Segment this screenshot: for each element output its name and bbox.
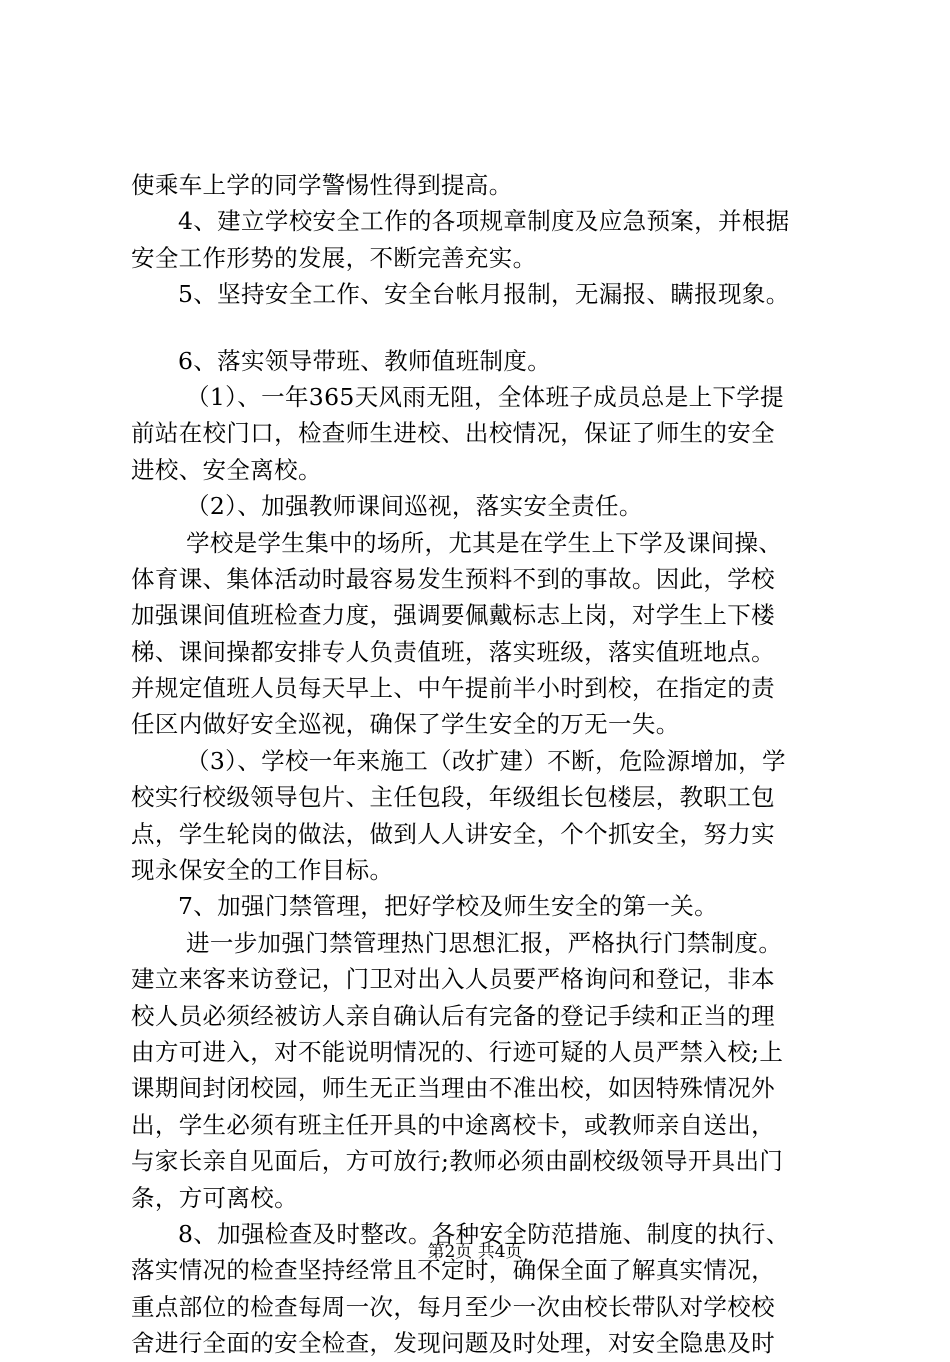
paragraph-line: 建立来客来访登记，门卫对出入人员要严格询问和登记，非本 xyxy=(131,965,775,994)
paragraph-line: 任区内做好安全巡视，确保了学生安全的万无一失。 xyxy=(131,710,680,739)
paragraph-line: 进校、安全离校。 xyxy=(131,455,322,484)
paragraph-line: 学校是学生集中的场所，尤其是在学生上下学及课间操、 xyxy=(186,528,783,557)
paragraph-line: 8、加强检查及时整改。各种安全防范措施、制度的执行、 xyxy=(178,1219,790,1248)
paragraph-line: 条，方可离校。 xyxy=(131,1183,298,1212)
paragraph-line: （2）、加强教师课间巡视，落实安全责任。 xyxy=(186,492,643,521)
paragraph-line: 重点部位的检查每周一次，每月至少一次由校长带队对学校校 xyxy=(131,1292,775,1321)
paragraph-line: （3）、学校一年来施工（改扩建）不断，危险源增加，学 xyxy=(186,746,786,775)
paragraph-line: 前站在校门口，检查师生进校、出校情况，保证了师生的安全 xyxy=(131,419,775,448)
page-number-footer: 第2页 共4页 xyxy=(427,1242,523,1262)
paragraph-line: 与家长亲自见面后，方可放行;教师必须由副校级领导开具出门 xyxy=(131,1147,784,1176)
paragraph-line: 6、落实领导带班、教师值班制度。 xyxy=(178,346,552,375)
paragraph-line: 校人员必须经被访人亲自确认后有完备的登记手续和正当的理 xyxy=(131,1001,775,1030)
paragraph-line: （1）、一年365天风雨无阻，全体班子成员总是上下学提 xyxy=(186,382,785,411)
body-text xyxy=(131,167,831,1362)
paragraph-line: 舍进行全面的安全检查，发现问题及时处理，对安全隐患及时 xyxy=(131,1329,775,1358)
paragraph-line: 并规定值班人员每天早上、中午提前半小时到校，在指定的责 xyxy=(131,674,775,703)
paragraph-line: 课期间封闭校园，师生无正当理由不准出校，如因特殊情况外 xyxy=(131,1074,775,1103)
paragraph-line: 体育课、集体活动时最容易发生预料不到的事故。因此，学校 xyxy=(131,564,775,593)
paragraph-line: 点，学生轮岗的做法，做到人人讲安全，个个抓安全，努力实 xyxy=(131,819,775,848)
paragraph-line: 梯、课间操都安排专人负责值班，落实班级，落实值班地点。 xyxy=(131,637,775,666)
paragraph-line: 4、建立学校安全工作的各项规章制度及应急预案，并根据 xyxy=(178,207,790,236)
paragraph-line: 进一步加强门禁管理热门思想汇报，严格执行门禁制度。 xyxy=(186,928,783,957)
paragraph-line: 出，学生必须有班主任开具的中途离校卡，或教师亲自送出， xyxy=(131,1110,775,1139)
paragraph-line: 由方可进入，对不能说明情况的、行迹可疑的人员严禁入校;上 xyxy=(131,1037,784,1066)
paragraph-line: 落实情况的检查坚持经常且不定时，确保全面了解真实情况， xyxy=(131,1256,775,1285)
paragraph-line: 5、坚持安全工作、安全台帐月报制，无漏报、瞒报现象。 xyxy=(178,280,790,309)
paragraph-line: 校实行校级领导包片、主任包段，年级组长包楼层，教职工包 xyxy=(131,783,775,812)
paragraph-line: 加强课间值班检查力度，强调要佩戴标志上岗，对学生上下楼 xyxy=(131,601,775,630)
paragraph-line: 使乘车上学的同学警惕性得到提高。 xyxy=(131,171,513,199)
paragraph-line: 7、加强门禁管理，把好学校及师生安全的第一关。 xyxy=(178,892,719,921)
paragraph-gap xyxy=(131,313,831,343)
paragraph-line: 现永保安全的工作目标。 xyxy=(131,856,394,885)
paragraph-line: 安全工作形势的发展，不断完善充实。 xyxy=(131,243,537,272)
